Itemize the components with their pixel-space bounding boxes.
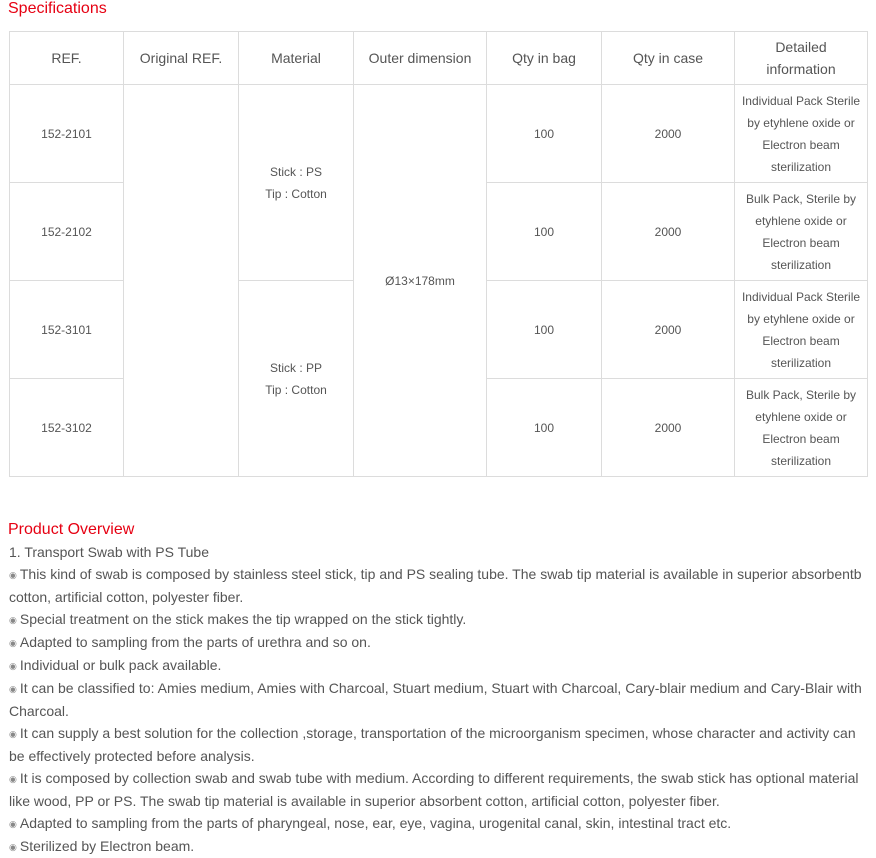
- qty-bag-cell: 100: [487, 379, 602, 477]
- list-item: [9, 608, 867, 631]
- list-item: [9, 631, 867, 654]
- header-qty-in-case: Qty in case: [602, 32, 735, 85]
- original-ref-cell: [124, 85, 239, 477]
- qty-bag-cell: 100: [487, 281, 602, 379]
- bullet-icon: ◉: [9, 661, 17, 671]
- detailed-info-cell: Individual Pack Sterile by etyhlene oxide or Electron beam sterilization: [735, 281, 868, 379]
- qty-case-cell: 2000: [602, 85, 735, 183]
- list-item-text: Sterilized by Electron beam.: [19, 838, 195, 854]
- qty-bag-cell: 100: [487, 183, 602, 281]
- list-item: [9, 767, 867, 812]
- qty-bag-cell: 100: [487, 85, 602, 183]
- bullet-icon: ◉: [9, 638, 17, 648]
- bullet-icon: ◉: [9, 684, 17, 694]
- material-stick: Stick : PP: [269, 360, 322, 375]
- bullet-icon: ◉: [9, 819, 17, 829]
- ref-cell: 152-2101: [10, 85, 124, 183]
- list-item: [9, 722, 867, 767]
- list-item-text: Adapted to sampling from the parts of pharyngeal, nose, ear, eye, vagina, urogenital canal, skin, intestinal tract etc.: [19, 815, 732, 831]
- list-item-text: It can supply a best solution for the collection ,storage, transportation of the microorganism specimen, whose character and activity can be effectively protected before analysis.: [9, 725, 856, 764]
- list-item-text: Special treatment on the stick makes the tip wrapped on the stick tightly.: [19, 611, 467, 627]
- material-cell: [239, 281, 354, 477]
- list-item: [9, 812, 867, 835]
- header-original-ref: Original REF.: [124, 32, 239, 85]
- qty-case-cell: 2000: [602, 379, 735, 477]
- ref-cell: 152-3102: [10, 379, 124, 477]
- bullet-icon: ◉: [9, 570, 17, 580]
- material-tip: Tip : Cotton: [265, 382, 327, 397]
- specifications-table: [9, 31, 868, 477]
- outer-dimension-cell: Ø13×178mm: [354, 85, 487, 477]
- material-tip: Tip : Cotton: [265, 186, 327, 201]
- material-stick: Stick : PS: [269, 164, 322, 179]
- list-item-text: Individual or bulk pack available.: [19, 657, 222, 673]
- list-item: [9, 563, 867, 608]
- detailed-info-cell: Bulk Pack, Sterile by etyhlene oxide or Electron beam sterilization: [735, 183, 868, 281]
- qty-case-cell: 2000: [602, 183, 735, 281]
- list-item: [9, 677, 867, 722]
- header-qty-in-bag: Qty in bag: [487, 32, 602, 85]
- ref-cell: 152-2102: [10, 183, 124, 281]
- header-material: Material: [239, 32, 354, 85]
- overview-subtitle: 1. Transport Swab with PS Tube: [9, 544, 209, 560]
- ref-cell: 152-3101: [10, 281, 124, 379]
- detailed-info-cell: Individual Pack Sterile by etyhlene oxide or Electron beam sterilization: [735, 85, 868, 183]
- list-item-text: This kind of swab is composed by stainless steel stick, tip and PS sealing tube. The swab tip material is available in superior absorbentb cotton, artificial cotton, polyester fiber.: [9, 566, 862, 605]
- bullet-icon: ◉: [9, 774, 17, 784]
- bullet-icon: ◉: [9, 729, 17, 739]
- list-item-text: It is composed by collection swab and swab tube with medium. According to different requirements, the swab stick has optional material like wood, PP or PS. The swab tip material is available in superior absorbent cotton, artificial cotton, polyester fiber.: [9, 770, 859, 809]
- list-item: [9, 654, 867, 677]
- table-row: [10, 85, 868, 183]
- table-header-row: [10, 32, 868, 85]
- list-item-text: Adapted to sampling from the parts of urethra and so on.: [19, 634, 371, 650]
- material-cell: [239, 85, 354, 281]
- product-overview-heading: Product Overview: [8, 521, 135, 538]
- header-outer-dimension: Outer dimension: [354, 32, 487, 85]
- detailed-info-cell: Bulk Pack, Sterile by etyhlene oxide or Electron beam sterilization: [735, 379, 868, 477]
- product-overview-body: [9, 541, 867, 858]
- header-ref: REF.: [10, 32, 124, 85]
- list-item: [9, 835, 867, 858]
- header-detailed-information: Detailed information: [735, 32, 868, 85]
- qty-case-cell: 2000: [602, 281, 735, 379]
- bullet-icon: ◉: [9, 615, 17, 625]
- bullet-icon: ◉: [9, 842, 17, 852]
- list-item-text: It can be classified to: Amies medium, Amies with Charcoal, Stuart medium, Stuart with Charcoal, Cary-blair medium and Cary-Blair with Charcoal.: [9, 680, 862, 719]
- specifications-heading: Specifications: [8, 0, 107, 17]
